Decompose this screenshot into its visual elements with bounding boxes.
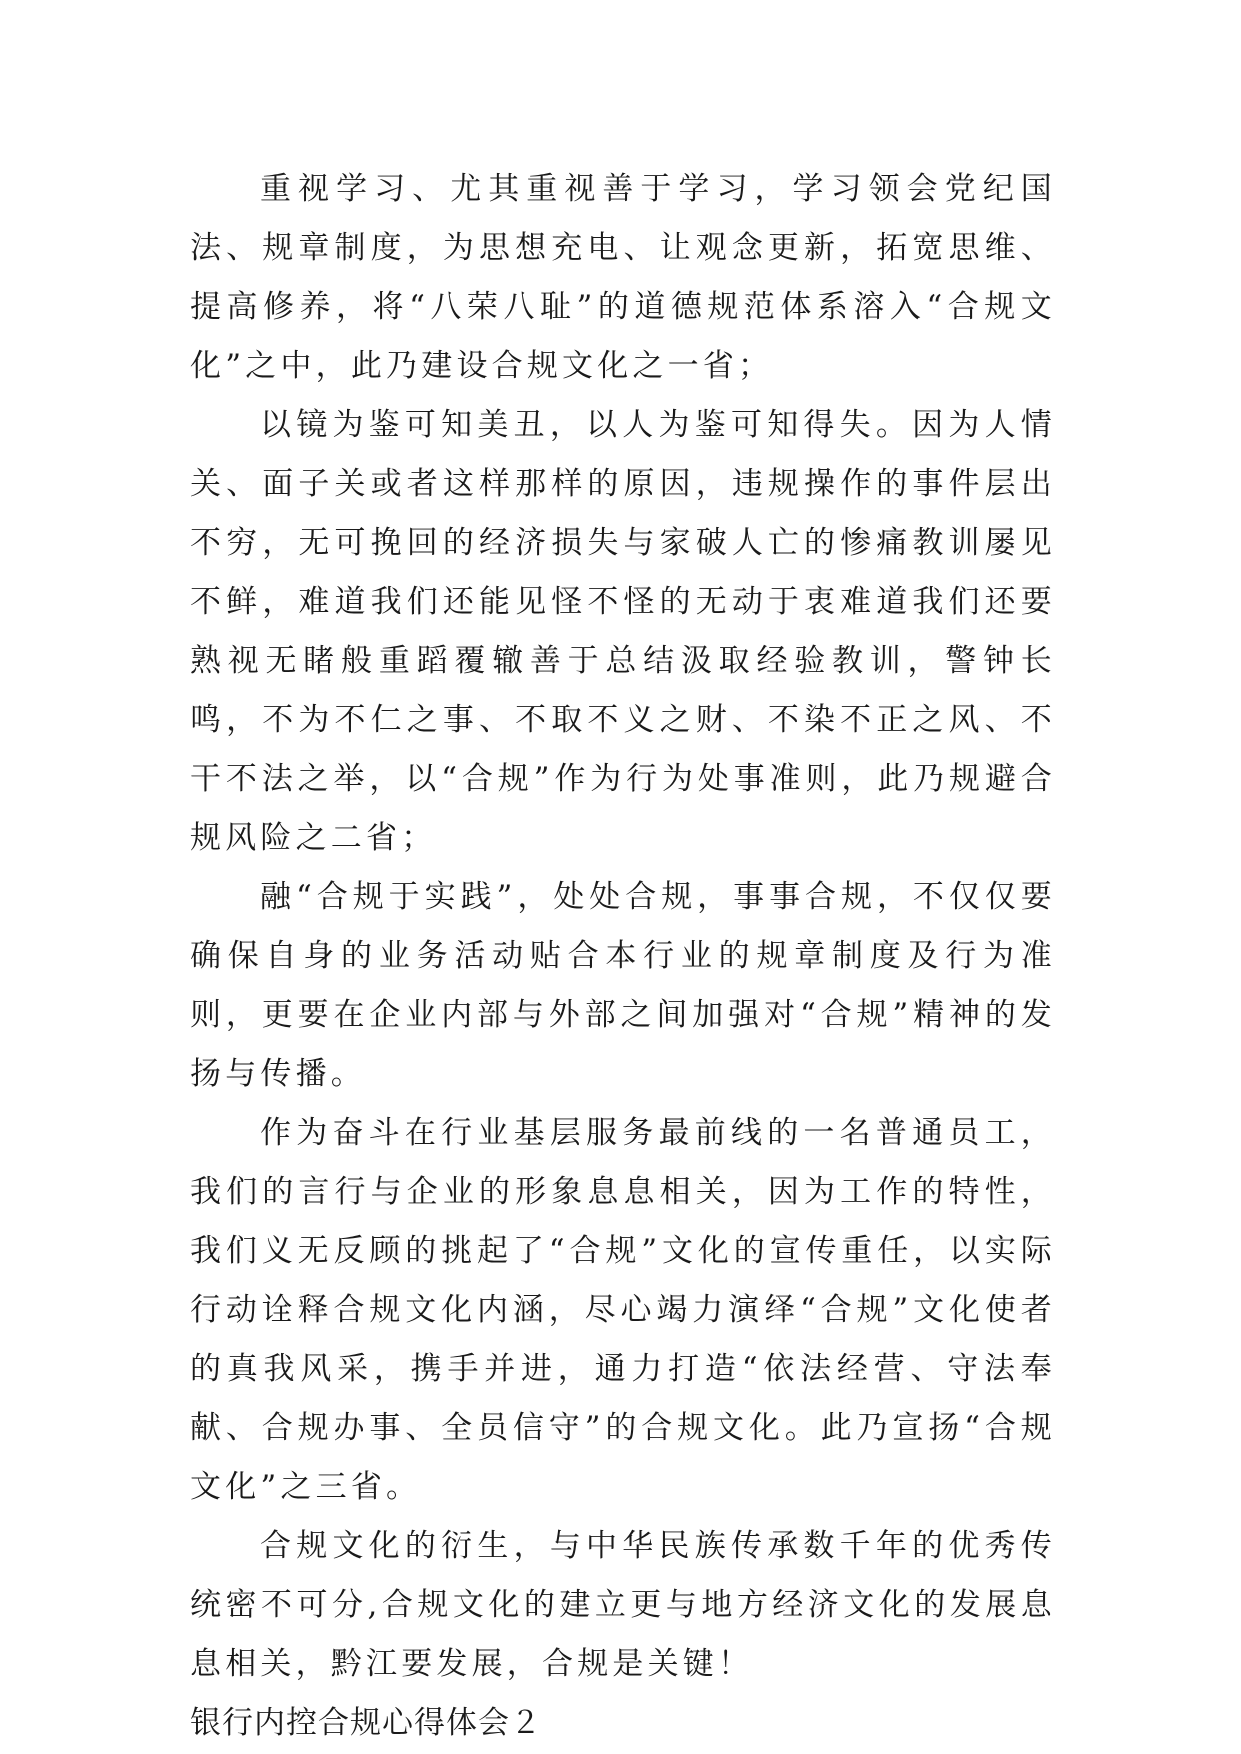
paragraph-4: 作为奋斗在行业基层服务最前线的一名普通员工，我们的言行与企业的形象息息相关，因为工作的特性，我们义无反顾的挑起了“合规”文化的宣传重任，以实际行动诠释合规文化内涵，尽心竭力演绎“合规”文化使者的真我风采，携手并进，通力打造“依法经营、守法奉献、合规办事、全员信守”的合规文化。此乃宣扬“合规文化”之三省。 (190, 1115, 1056, 1505)
document-page (190, 160, 1056, 1753)
paragraph-1: 重视学习、尤其重视善于学习，学习领会党纪国法、规章制度，为思想充电、让观念更新，拓宽思维、提高修养，将“八荣八耻”的道德规范体系溶入“合规文化”之中，此乃建设合规文化之一省； (190, 171, 1056, 384)
paragraph-2: 以镜为鉴可知美丑，以人为鉴可知得失。因为人情关、面子关或者这样那样的原因，违规操作的事件层出不穷，无可挽回的经济损失与家破人亡的惨痛教训屡见不鲜，难道我们还能见怪不怪的无动于衷难道我们还要熟视无睹般重蹈覆辙善于总结汲取经验教训，警钟长鸣，不为不仁之事、不取不义之财、不染不正之风、不干不法之举，以“合规”作为行为处事准则，此乃规避合规风险之二省； (190, 407, 1056, 856)
paragraph-5: 合规文化的衍生，与中华民族传承数千年的优秀传统密不可分,合规文化的建立更与地方经济文化的发展息息相关，黔江要发展，合规是关键！ (190, 1528, 1056, 1682)
paragraph-3: 融“合规于实践”，处处合规，事事合规，不仅仅要确保自身的业务活动贴合本行业的规章制度及行为准则，更要在企业内部与外部之间加强对“合规”精神的发扬与传播。 (190, 879, 1056, 1092)
section-heading: 银行内控合规心得体会２ (190, 1705, 542, 1741)
